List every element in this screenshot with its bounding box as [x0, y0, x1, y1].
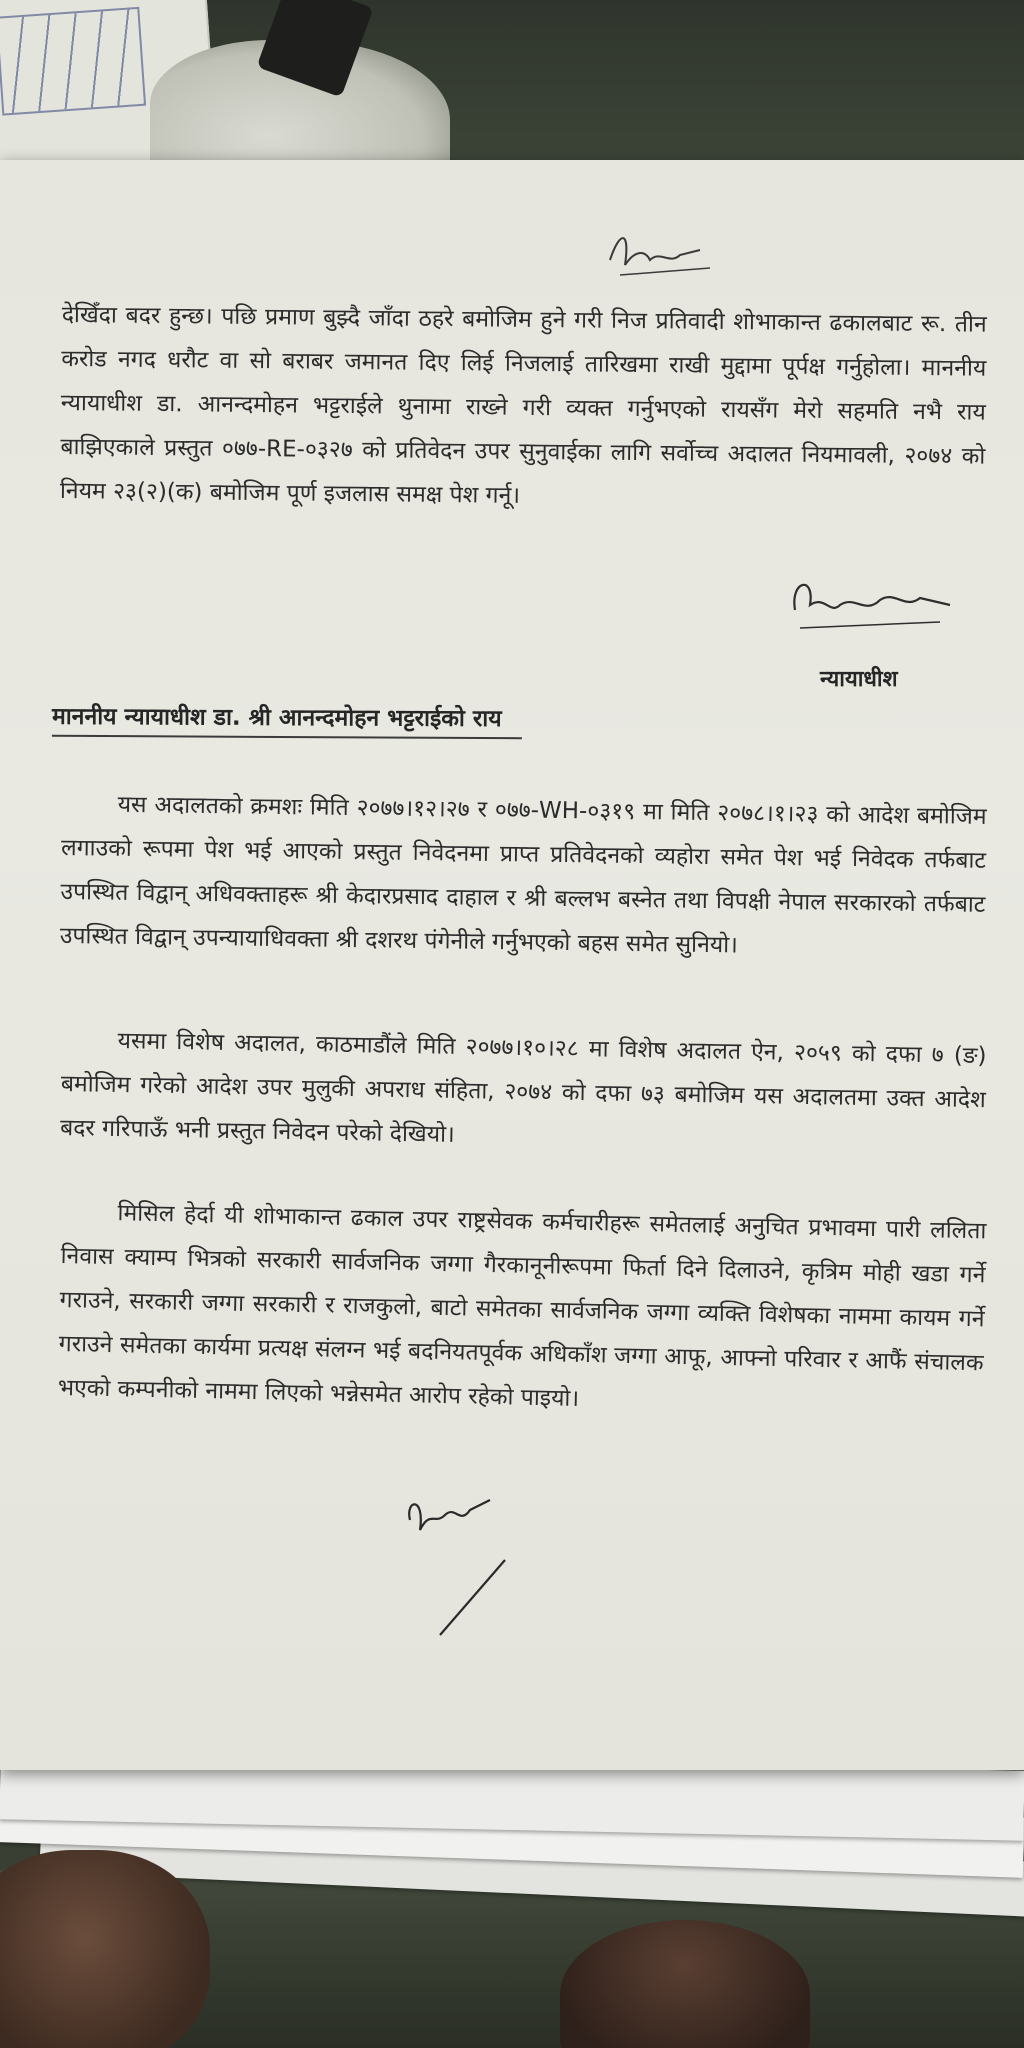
paragraph-3	[60, 1018, 987, 1168]
initials-signature-top	[600, 220, 720, 290]
paragraph-1	[60, 293, 987, 525]
finger-left	[0, 1850, 210, 2048]
initials-signature-bottom	[400, 1490, 540, 1640]
paragraph-3-text: यसमा विशेष अदालत, काठमाडौंले मिति २०७७।१०।२८ मा विशेष अदालत ऐन, २०५९ को दफा ७ (ङ) बमोजिम गरेको आदेश उपर मुलुकी अपराध संहिता, २०७४ को दफा ७३ बमोजिम यस अदालतमा उक्त आदेश बदर गरिपाऊँ भनी प्रस्तुत निवेदन परेको देखियो।	[59, 1027, 987, 1148]
paragraph-2	[60, 782, 987, 973]
folder-grid-pattern	[0, 7, 146, 116]
paragraph-4	[57, 1190, 986, 1431]
paragraph-2-text: यस अदालतको क्रमशः मिति २०७७।१२।२७ र ०७७-WH-०३१९ मा मिति २०७८।१।२३ को आदेश बमोजिम लगाउको रूपमा पेश भई आएको प्रस्तुत निवेदनमा प्राप्त प्रतिवेदनको व्यहोरा समेत पेश भई निवेदक तर्फबाट उपस्थित विद्वान् अधिवक्ताहरू श्री केदारप्रसाद दाहाल र श्री बल्लभ बस्नेत तथा विपक्षी नेपाल सरकारको तर्फबाट उपस्थित विद्वान् उपन्यायाधिवक्ता श्री दशरथ पंगेनीले गर्नुभएको बहस समेत सुनियो।	[59, 791, 987, 959]
opinion-heading: माननीय न्यायाधीश डा. श्री आनन्दमोहन भट्टराईको राय	[52, 699, 522, 739]
paragraph-4-text: मिसिल हेर्दा यी शोभाकान्त ढकाल उपर राष्ट्रसेवक कर्मचारीहरू समेतलाई अनुचित प्रभावमा पारी ललिता निवास क्याम्प भित्रको सरकारी सार्वजनिक जग्गा गैरकानूनीरूपमा फिर्ता दिने दिलाउने, कृत्रिम मोही खडा गर्ने गराउने, सरकारी जग्गा सरकारी र राजकुलो, बाटो समेतका सार्वजनिक जग्गा व्यक्ति विशेषका नाममा कायम गर्ने गराउने समेतका कार्यमा प्रत्यक्ष संलग्न भई बदनियतपूर्वक अधिकाँश जग्गा आफू, आफ्नो परिवार र आफैं संचालक भएको कम्पनीको नाममा लिएको भन्नेसमेत आरोप रहेको पाइयो।	[57, 1200, 987, 1412]
paragraph-1-text: देखिँदा बदर हुन्छ। पछि प्रमाण बुझ्दै जाँदा ठहरे बमोजिम हुने गरी निज प्रतिवादी शोभाकान्त ढकालबाट रू. तीन करोड नगद धरौट वा सो बराबर जमानत दिए लिई निजलाई तारिखमा राखी मुद्दामा पूर्पक्ष गर्नुहोला। माननीय न्यायाधीश डा. आनन्दमोहन भट्टराईले थुनामा राख्ने गरी व्यक्त गर्नुभएको रायसँग मेरो सहमति नभै राय बाझिएकाले प्रस्तुत ०७७-RE-०३२७ को प्रतिवेदन उपर सुनुवाईका लागि सर्वोच्च अदालत नियमावली, २०७४ को नियम २३(२)(क) बमोजिम पूर्ण इजलास समक्ष पेश गर्नू।	[59, 301, 987, 509]
judge-title: न्यायाधीश	[820, 667, 898, 692]
judge-signature	[780, 570, 960, 650]
